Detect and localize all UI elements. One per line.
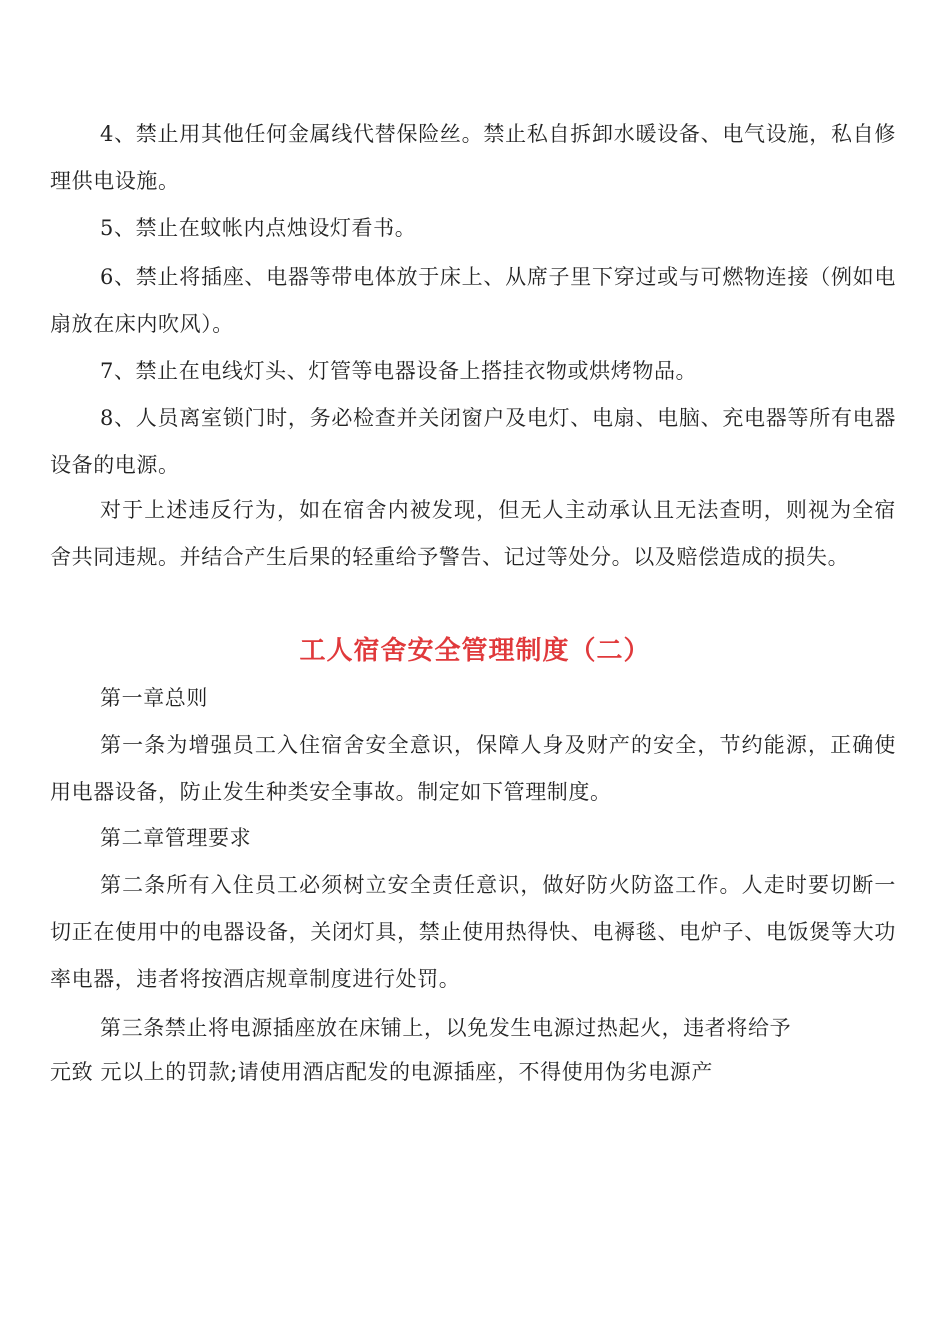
- chapter-heading: 第一章总则: [100, 686, 208, 710]
- rule-item-8: 8、人员离室锁门时，务必检查并关闭窗户及电灯、电扇、电脑、充电器等所有电器设备的电源。: [50, 406, 896, 477]
- chapter-heading: 第二章管理要求: [100, 826, 252, 850]
- section-title: 工人宿舍安全管理制度（二）: [299, 636, 651, 666]
- rule-item-7: 7、禁止在电线灯头、灯管等电器设备上搭挂衣物或烘烤物品。: [100, 359, 698, 383]
- rule-item-5: 5、禁止在蚊帐内点烛设灯看书。: [100, 216, 417, 240]
- rule-item-6: 6、禁止将插座、电器等带电体放于床上、从席子里下穿过或与可燃物连接（例如电扇放在床内吹风）。: [50, 265, 896, 336]
- article-3-line-1: 第三条禁止将电源插座放在床铺上，以免发生电源过热起火，违者将给予: [100, 1016, 792, 1040]
- violation-note: 对于上述违反行为，如在宿舍内被发现，但无人主动承认且无法查明，则视为全宿舍共同违规。并结合产生后果的轻重给予警告、记过等处分。以及赔偿造成的损失。: [50, 498, 896, 569]
- article-2: 第二条所有入住员工必须树立安全责任意识，做好防火防盗工作。人走时要切断一切正在使用中的电器设备，关闭灯具，禁止使用热得快、电褥毯、电炉子、电饭煲等大功率电器，违者将按酒店规章制度进行处罚。: [50, 873, 896, 991]
- rule-item-4: 4、禁止用其他任何金属线代替保险丝。禁止私自拆卸水暖设备、电气设施，私自修理供电设施。: [50, 122, 896, 193]
- article-1: 第一条为增强员工入住宿舍安全意识，保障人身及财产的安全，节约能源，正确使用电器设备，防止发生种类安全事故。制定如下管理制度。: [50, 733, 896, 804]
- article-3-line-2: 元致 元以上的罚款;请使用酒店配发的电源插座，不得使用伪劣电源产: [50, 1060, 713, 1084]
